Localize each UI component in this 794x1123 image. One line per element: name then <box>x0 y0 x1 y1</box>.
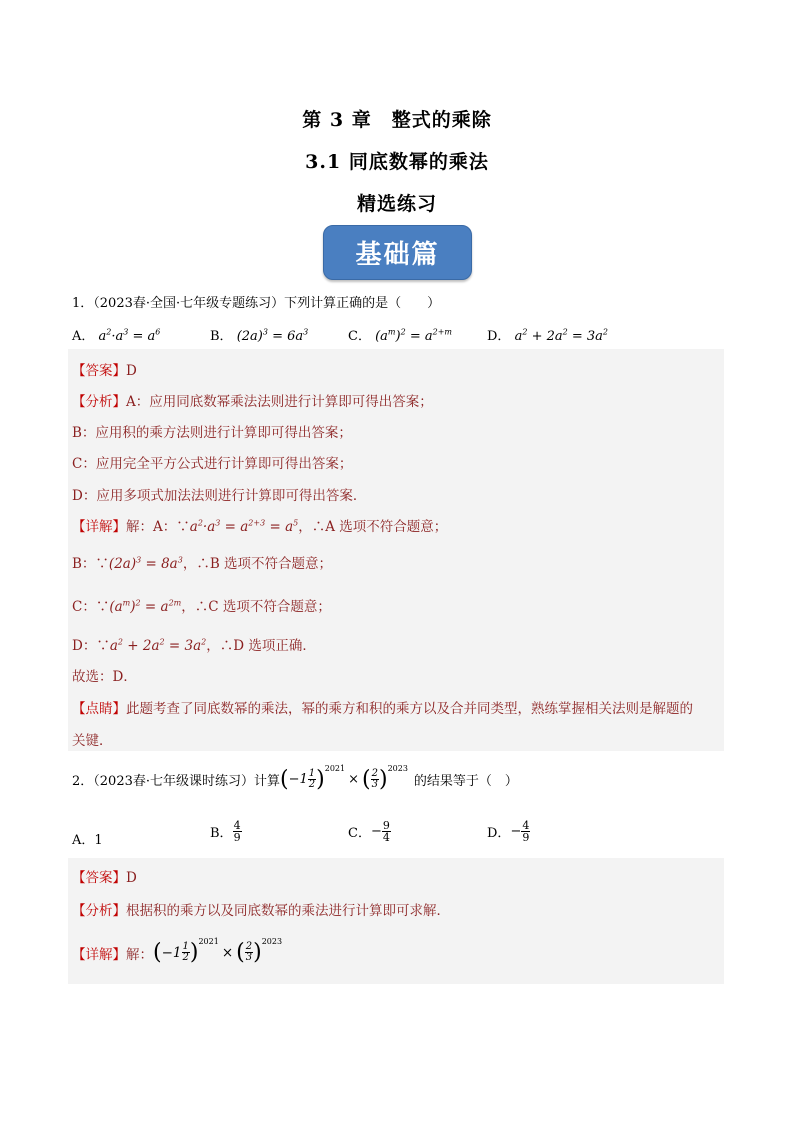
q1-detail-c-formula: $(a^m)^2 = a^{2m}$ <box>109 598 182 615</box>
q1-option-b-formula: $(2a)^3 = 6a^3$ <box>236 327 309 344</box>
q2-option-d-fraction: $\frac{4}{9}$ <box>522 819 530 844</box>
q1-option-d-formula: $a^2 + 2a^2 = 3a^2$ <box>514 327 608 344</box>
q2-solution-box <box>68 858 724 984</box>
q2-detail-formula: ( −1 $\frac{1}{2}$ ) 2021 × ( $\frac{2}{3}$ ) 2023 <box>153 937 283 965</box>
q2-detail: 【详解】 解： ( −1 $\frac{1}{2}$ ) 2021 × ( $\frac{2}{3}$ ) 2023 <box>72 937 283 965</box>
q1-detail-a-formula: $a^2\cdot a^3 = a^{2+3} = a^5$ <box>189 518 299 535</box>
q2-analysis: 【分析】根据积的乘方以及同底数幂的乘法进行计算即可求解． <box>72 903 450 919</box>
q2-option-a: A．1 <box>72 833 103 848</box>
question-1-stem: 1．（2023春·全国·七年级专题练习）下列计算正确的是（ ） <box>72 296 441 311</box>
q1-analysis-c: C：应用完全平方公式进行计算即可得出答案； <box>72 456 353 472</box>
subtitle: 精选练习 <box>356 193 437 215</box>
q1-analysis-a: 【分析】A：应用同底数幂乘法法则进行计算即可得出答案； <box>72 394 433 410</box>
q1-analysis-d: D：应用多项式加法法则进行计算即可得出答案． <box>72 488 367 504</box>
q1-point-line-1: 【点睛】此题考查了同底数幂的乘法，幂的乘方和积的乘方以及合并同类型，熟练掌握相关法则是解题的 <box>72 701 693 717</box>
question-2-stem: 2．（2023春·七年级课时练习）计算 ( −1 $\frac{1}{2}$ ) 2021 × ( $\frac{2}{3}$ ) 2023 的结果等于（ ） <box>72 764 518 792</box>
q2-expression: ( −1 $\frac{1}{2}$ ) 2021 × ( $\frac{2}{3}$ ) 2023 <box>280 764 408 792</box>
q1-point-line-2: 关键． <box>72 733 113 749</box>
q2-option-c: C． − $\frac{9}{4}$ <box>348 819 390 844</box>
q2-option-c-fraction: $\frac{9}{4}$ <box>382 819 390 844</box>
q1-answer: 【答案】D <box>72 363 137 379</box>
q1-detail-b: B：$\because(2a)^3 = 8a^3$，∴B 选项不符合题意； <box>72 555 333 572</box>
q2-option-b-fraction: $\frac{4}{9}$ <box>233 819 241 844</box>
q2-answer: 【答案】D <box>72 870 137 886</box>
q1-detail-d-formula: $a^2 + 2a^2 = 3a^2$ <box>109 637 207 654</box>
q1-option-c-formula: $(a^m)^2 = a^{2+m}$ <box>375 327 452 344</box>
q1-detail-a: 【详解】解：A：$\because a^2\cdot a^3 = a^{2+3} = a^5$，∴A 选项不符合题意； <box>72 518 448 535</box>
q1-option-b: B． $(2a)^3 = 6a^3$ <box>210 327 309 344</box>
q1-option-a: A． $a^2\cdot a^3 = a^6$ <box>72 327 161 344</box>
q1-detail-d: D：$\because a^2 + 2a^2 = 3a^2$，∴D 选项正确． <box>72 637 316 654</box>
q1-analysis-b: B：应用积的乘方法则进行计算即可得出答案； <box>72 425 352 441</box>
q1-detail-b-formula: $(2a)^3 = 8a^3$ <box>108 555 183 572</box>
q1-choose: 故选：D． <box>72 669 137 685</box>
level-banner: 基础篇 <box>323 225 472 280</box>
section-title: 3.1 同底数幂的乘法 <box>305 151 489 173</box>
chapter-title: 第 3 章 整式的乘除 <box>302 109 492 131</box>
q1-option-d: D． $a^2 + 2a^2 = 3a^2$ <box>487 327 608 344</box>
q2-option-b: B． $\frac{4}{9}$ <box>210 819 241 844</box>
q1-detail-c: C：$\because(a^m)^2 = a^{2m}$，∴C 选项不符合题意； <box>72 598 331 615</box>
q1-option-c: C． $(a^m)^2 = a^{2+m}$ <box>348 327 452 344</box>
q1-option-a-formula: $a^2\cdot a^3 = a^6$ <box>98 327 161 344</box>
q2-option-d: D． − $\frac{4}{9}$ <box>487 819 530 844</box>
